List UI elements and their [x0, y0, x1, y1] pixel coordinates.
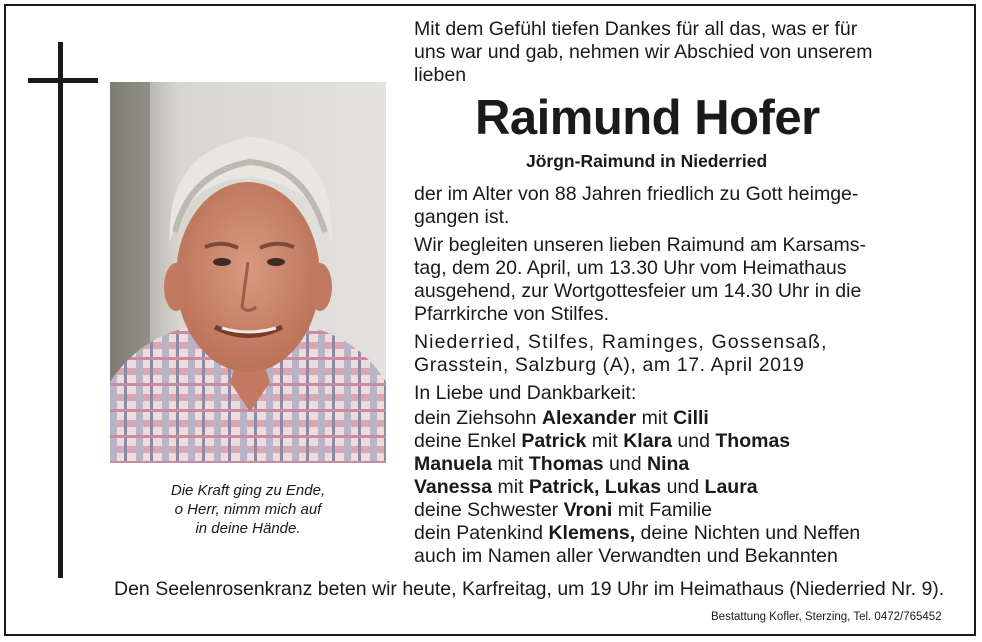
intro-line: Mit dem Gefühl tiefen Dankes für all das, was er für: [414, 18, 858, 40]
mourner-text: deine Nichten und Neffen: [635, 522, 861, 544]
places-line: Grasstein, Salzburg (A), am 17. April 2019: [414, 354, 805, 376]
mourner-name: Thomas: [528, 453, 604, 475]
mourner-line: auch im Namen aller Verwandten und Bekannten: [414, 545, 838, 567]
mourner-line: [414, 430, 790, 452]
caption-line: in deine Hände.: [195, 520, 301, 537]
mourner-name: Laura: [704, 476, 758, 498]
funeral-line: ausgehend, zur Wortgottesfeier um 14.30 Uhr in die: [414, 280, 862, 302]
mourner-name: Klemens,: [548, 522, 636, 544]
caption-line: o Herr, nimm mich auf: [174, 501, 322, 518]
mourner-line: [414, 499, 712, 521]
funeral-line: tag, dem 20. April, um 13.30 Uhr vom Heimathaus: [414, 257, 847, 279]
portrait-photo: [110, 82, 386, 463]
deceased-name: Raimund Hofer: [475, 91, 820, 145]
mourner-name: Patrick: [521, 430, 587, 452]
mourner-text: dein Ziehsohn: [414, 407, 542, 429]
mourner-text: und: [603, 453, 648, 475]
passing-line: der im Alter von 88 Jahren friedlich zu Gott heimge-: [414, 183, 859, 205]
mourner-name: Vanessa: [414, 476, 493, 498]
caption-line: Die Kraft ging zu Ende,: [170, 482, 326, 499]
mourner-text: dein Patenkind: [414, 522, 549, 544]
cross-symbol-bar: [28, 78, 98, 83]
mourner-text: mit: [586, 430, 624, 452]
mourner-line: [414, 522, 860, 544]
cross-symbol: [58, 42, 63, 578]
mourner-text: mit: [492, 476, 529, 498]
mourners-intro: In Liebe und Dankbarkeit:: [414, 382, 637, 404]
mourner-line: [414, 476, 758, 498]
mourner-text: und: [672, 430, 716, 452]
mourner-name: Nina: [647, 453, 690, 475]
mourner-text: deine Enkel: [414, 430, 522, 452]
intro-line: lieben: [414, 64, 467, 86]
mourner-name: Manuela: [414, 453, 493, 475]
funeral-line: Wir begleiten unseren lieben Raimund am Karsams-: [414, 234, 866, 256]
mourner-text: und: [661, 476, 705, 498]
passing-line: gangen ist.: [414, 206, 510, 228]
funeral-line: Pfarrkirche von Stilfes.: [414, 303, 610, 325]
mourner-text: mit Familie: [612, 499, 713, 521]
mourner-text: deine Schwester: [414, 499, 564, 521]
mourner-name: Klara: [623, 430, 672, 452]
mourner-line: [414, 453, 689, 475]
photo-caption: [110, 481, 386, 538]
mourner-name: Alexander: [541, 407, 637, 429]
mourner-line: [414, 407, 709, 429]
mourner-name: Vroni: [563, 499, 613, 521]
funeral-home-credit: Bestattung Kofler, Sterzing, Tel. 0472/765452: [711, 611, 942, 623]
rosary-notice: Den Seelenrosenkranz beten wir heute, Karfreitag, um 19 Uhr im Heimathaus (Niederried Nr. 9).: [114, 578, 945, 600]
places-line: Niederried, Stilfes, Raminges, Gossensaß,: [414, 331, 828, 353]
mourner-text: mit: [636, 407, 674, 429]
mourner-name: Cilli: [673, 407, 709, 429]
deceased-nickname: Jörgn-Raimund in Niederried: [526, 151, 768, 171]
mourner-text: mit: [492, 453, 529, 475]
mourner-name: Patrick, Lukas: [528, 476, 662, 498]
mourner-name: Thomas: [715, 430, 791, 452]
intro-line: uns war und gab, nehmen wir Abschied von unserem: [414, 41, 873, 63]
